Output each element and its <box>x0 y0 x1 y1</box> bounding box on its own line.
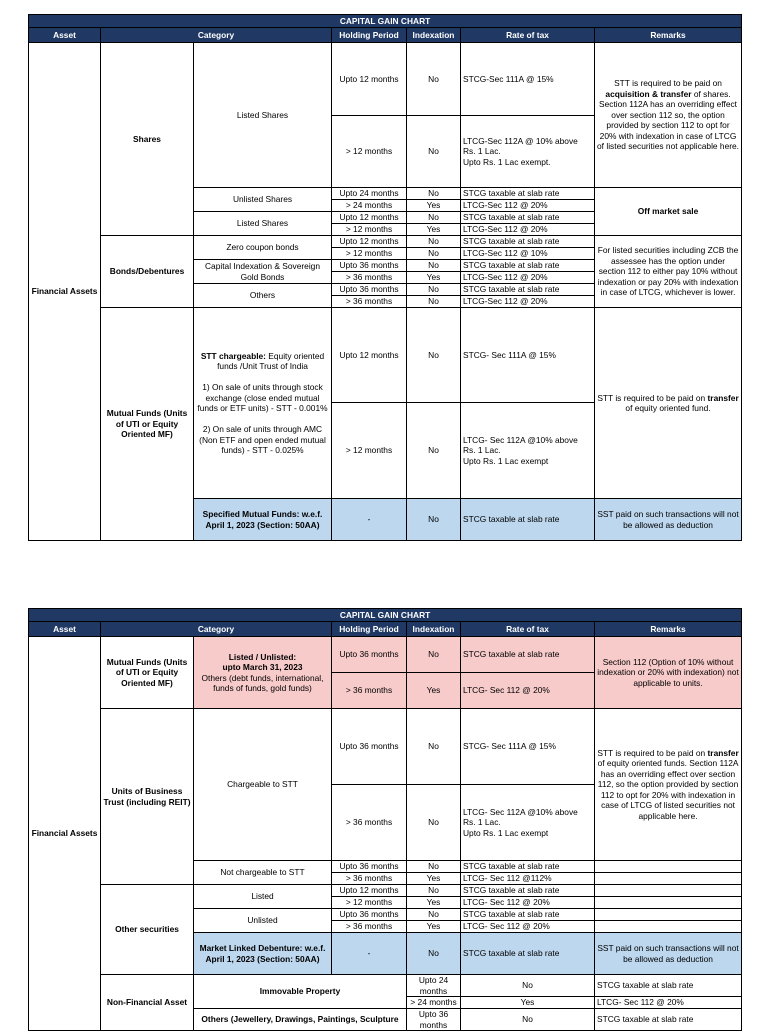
holding-cell: Upto 36 months <box>332 709 407 785</box>
holding-cell: Upto 36 months <box>332 637 407 673</box>
rate-cell: STCG taxable at slab rate <box>461 284 595 296</box>
indexation-cell: No <box>407 785 461 861</box>
remarks-off-market: Off market sale <box>595 188 742 236</box>
sub-market-linked-debenture: Market Linked Debenture: w.e.f. April 1, 2023 (Section: 50AA) <box>194 933 332 975</box>
remarks-business-trust: STT is required to be paid on transfer of equity oriented funds. Section 112A has an overriding effect over section 112, so the option provided by section 112 to opt for 20% with indexation in case of LTCG of listed securities not applicable here. <box>595 709 742 861</box>
holding-cell: Upto 24 months <box>407 975 461 997</box>
rate-cell: STCG taxable at slab rate <box>595 975 742 997</box>
sub-listed-shares-offmarket: Listed Shares <box>194 212 332 236</box>
rate-cell: STCG-Sec 111A @ 15% <box>461 43 595 116</box>
rate-cell: LTCG-Sec 112A @ 10% above Rs. 1 Lac. Upto Rs. 1 Lac exempt. <box>461 116 595 188</box>
remarks-sst: SST paid on such transactions will not be allowed as deduction <box>595 933 742 975</box>
rate-cell: STCG taxable at slab rate <box>461 499 595 541</box>
indexation-cell: No <box>407 212 461 224</box>
holding-cell: > 36 months <box>332 921 407 933</box>
rate-cell: LTCG- Sec 112 @112% <box>461 873 595 885</box>
remarks-empty <box>595 921 742 933</box>
category-bonds: Bonds/Debentures <box>101 236 194 308</box>
indexation-cell: Yes <box>407 673 461 709</box>
sub-not-chargeable: Not chargeable to STT <box>194 861 332 885</box>
rate-cell: LTCG- Sec 112 @ 20% <box>595 997 742 1009</box>
indexation-cell: No <box>407 308 461 403</box>
holding-cell: > 24 months <box>407 997 461 1009</box>
col-header-indexation: Indexation <box>407 28 461 43</box>
col-header-holding-period: Holding Period <box>332 622 407 637</box>
holding-cell: > 36 months <box>332 785 407 861</box>
col-header-remarks: Remarks <box>595 28 742 43</box>
sub-listed-shares: Listed Shares <box>194 43 332 188</box>
remarks-sst: SST paid on such transactions will not be allowed as deduction <box>595 499 742 541</box>
holding-cell: > 36 months <box>332 272 407 284</box>
indexation-cell: No <box>407 637 461 673</box>
sub-unlisted: Unlisted <box>194 909 332 933</box>
col-header-asset: Asset <box>29 622 101 637</box>
sub-unlisted-shares: Unlisted Shares <box>194 188 332 212</box>
holding-cell: Upto 12 months <box>332 236 407 248</box>
holding-cell: - <box>332 933 407 975</box>
sub-bonds-others: Others <box>194 284 332 308</box>
rate-cell: STCG- Sec 111A @ 15% <box>461 308 595 403</box>
holding-cell: Upto 12 months <box>332 885 407 897</box>
rate-cell: STCG taxable at slab rate <box>461 909 595 921</box>
rate-cell: LTCG- Sec 112 @ 20% <box>461 897 595 909</box>
remarks-mf: Section 112 (Option of 10% without indexation or 20% with indexation) not applicable to units. <box>595 637 742 709</box>
col-header-category: Category <box>101 28 332 43</box>
rate-cell: STCG taxable at slab rate <box>461 637 595 673</box>
col-header-rate: Rate of tax <box>461 622 595 637</box>
holding-cell: Upto 12 months <box>332 43 407 116</box>
rate-cell: STCG taxable at slab rate <box>461 861 595 873</box>
holding-cell: > 36 months <box>332 296 407 308</box>
category-shares: Shares <box>101 43 194 236</box>
sub-chargeable-stt: Chargeable to STT <box>194 709 332 861</box>
col-header-indexation: Indexation <box>407 622 461 637</box>
remarks-empty <box>595 885 742 897</box>
indexation-cell: No <box>407 909 461 921</box>
rate-cell: LTCG-Sec 112 @ 20% <box>461 296 595 308</box>
indexation-cell: Yes <box>407 873 461 885</box>
indexation-cell: No <box>461 975 595 997</box>
category-others-jewellery: Others (Jewellery, Drawings, Paintings, Sculpture <box>194 1009 407 1031</box>
col-header-remarks: Remarks <box>595 622 742 637</box>
holding-cell: Upto 36 months <box>332 861 407 873</box>
remarks-empty <box>595 861 742 873</box>
remarks-empty <box>595 873 742 885</box>
rate-cell: STCG taxable at slab rate <box>461 933 595 975</box>
asset-financial: Financial Assets <box>29 43 101 541</box>
indexation-cell: No <box>407 403 461 499</box>
holding-cell: Upto 12 months <box>332 212 407 224</box>
remarks-mutual-funds: STT is required to be paid on transfer of equity oriented fund. <box>595 308 742 499</box>
indexation-cell: No <box>407 188 461 200</box>
indexation-cell: No <box>407 43 461 116</box>
rate-cell: STCG taxable at slab rate <box>461 212 595 224</box>
table-title: CAPITAL GAIN CHART <box>29 15 742 28</box>
indexation-cell: Yes <box>407 921 461 933</box>
indexation-cell: Yes <box>407 200 461 212</box>
rate-cell: STCG taxable at slab rate <box>461 188 595 200</box>
holding-cell: > 12 months <box>332 116 407 188</box>
indexation-cell: Yes <box>407 272 461 284</box>
holding-cell: Upto 12 months <box>332 308 407 403</box>
asset-financial: Financial Assets <box>29 637 101 1031</box>
holding-cell: Upto 24 months <box>332 188 407 200</box>
rate-cell: STCG taxable at slab rate <box>461 236 595 248</box>
category-mutual-funds: Mutual Funds (Units of UTI or Equity Oriented MF) <box>101 637 194 709</box>
rate-cell: LTCG-Sec 112 @ 10% <box>461 248 595 260</box>
holding-cell: - <box>332 499 407 541</box>
indexation-cell: Yes <box>407 224 461 236</box>
table-title: CAPITAL GAIN CHART <box>29 609 742 622</box>
indexation-cell: No <box>407 885 461 897</box>
remarks-empty <box>595 909 742 921</box>
indexation-cell: No <box>407 260 461 272</box>
sub-specified-mf: Specified Mutual Funds: w.e.f. April 1, 2023 (Section: 50AA) <box>194 499 332 541</box>
rate-cell: LTCG-Sec 112 @ 20% <box>461 200 595 212</box>
indexation-cell: No <box>407 296 461 308</box>
indexation-cell: No <box>407 116 461 188</box>
holding-cell: > 24 months <box>332 200 407 212</box>
holding-cell: Upto 36 months <box>407 1009 461 1031</box>
category-mutual-funds: Mutual Funds (Units of UTI or Equity Oriented MF) <box>101 308 194 541</box>
remarks-empty <box>595 897 742 909</box>
holding-cell: > 12 months <box>332 897 407 909</box>
indexation-cell: No <box>407 236 461 248</box>
rate-cell: STCG taxable at slab rate <box>461 260 595 272</box>
col-header-category: Category <box>101 622 332 637</box>
rate-cell: LTCG- Sec 112 @ 20% <box>461 673 595 709</box>
category-immovable-property: Immovable Property <box>194 975 407 1009</box>
col-header-holding-period: Holding Period <box>332 28 407 43</box>
category-other-securities: Other securities <box>101 885 194 975</box>
rate-cell: LTCG- Sec 112A @10% above Rs. 1 Lac. Upto Rs. 1 Lac exempt <box>461 785 595 861</box>
indexation-cell: No <box>407 248 461 260</box>
holding-cell: > 12 months <box>332 224 407 236</box>
indexation-cell: No <box>407 861 461 873</box>
sub-listed: Listed <box>194 885 332 909</box>
holding-cell: > 12 months <box>332 248 407 260</box>
holding-cell: > 36 months <box>332 673 407 709</box>
remarks-listed-shares: STT is required to be paid on acquisition & transfer of shares. Section 112A has an overriding effect over section 112 so, the option provided by section 112 to opt for 20% with indexation in case of LTCG of listed securities not applicable here. <box>595 43 742 188</box>
rate-cell: LTCG- Sec 112A @10% above Rs. 1 Lac. Upto Rs. 1 Lac exempt <box>461 403 595 499</box>
sub-zero-coupon: Zero coupon bonds <box>194 236 332 260</box>
sub-listed-unlisted: Listed / Unlisted: upto March 31, 2023 Others (debt funds, international, funds of funds, gold funds) <box>194 637 332 709</box>
indexation-cell: No <box>407 709 461 785</box>
indexation-cell: Yes <box>407 897 461 909</box>
asset-non-financial: Non-Financial Asset <box>101 975 194 1031</box>
rate-cell: STCG- Sec 111A @ 15% <box>461 709 595 785</box>
category-business-trust: Units of Business Trust (including REIT) <box>101 709 194 885</box>
rate-cell: LTCG-Sec 112 @ 20% <box>461 224 595 236</box>
col-header-rate: Rate of tax <box>461 28 595 43</box>
holding-cell: > 36 months <box>332 873 407 885</box>
holding-cell: Upto 36 months <box>332 284 407 296</box>
indexation-cell: No <box>407 933 461 975</box>
indexation-cell: No <box>407 499 461 541</box>
rate-cell: LTCG-Sec 112 @ 20% <box>461 272 595 284</box>
indexation-cell: No <box>407 284 461 296</box>
sub-stt-chargeable: STT chargeable: Equity oriented funds /Unit Trust of India 1) On sale of units through stock exchange (close ended mutual funds or ETF units) - STT - 0.001% 2) On sale of units through AMC (Non ETF and open ended mutual funds) - STT - 0.025% <box>194 308 332 499</box>
sub-capital-indexation: Capital Indexation & Sovereign Gold Bonds <box>194 260 332 284</box>
rate-cell: LTCG- Sec 112 @ 20% <box>461 921 595 933</box>
indexation-cell: No <box>461 1009 595 1031</box>
remarks-bonds: For listed securities including ZCB the assessee has the option under section 112 to either pay 10% without indexation or pay 20% with indexation in case of LTCG, whichever is lower. <box>595 236 742 308</box>
rate-cell: STCG taxable at slab rate <box>461 885 595 897</box>
col-header-asset: Asset <box>29 28 101 43</box>
capital-gain-table-2 <box>28 608 742 1031</box>
holding-cell: > 12 months <box>332 403 407 499</box>
holding-cell: Upto 36 months <box>332 260 407 272</box>
capital-gain-table-1 <box>28 14 742 541</box>
holding-cell: Upto 36 months <box>332 909 407 921</box>
indexation-cell: Yes <box>461 997 595 1009</box>
rate-cell: STCG taxable at slab rate <box>595 1009 742 1031</box>
